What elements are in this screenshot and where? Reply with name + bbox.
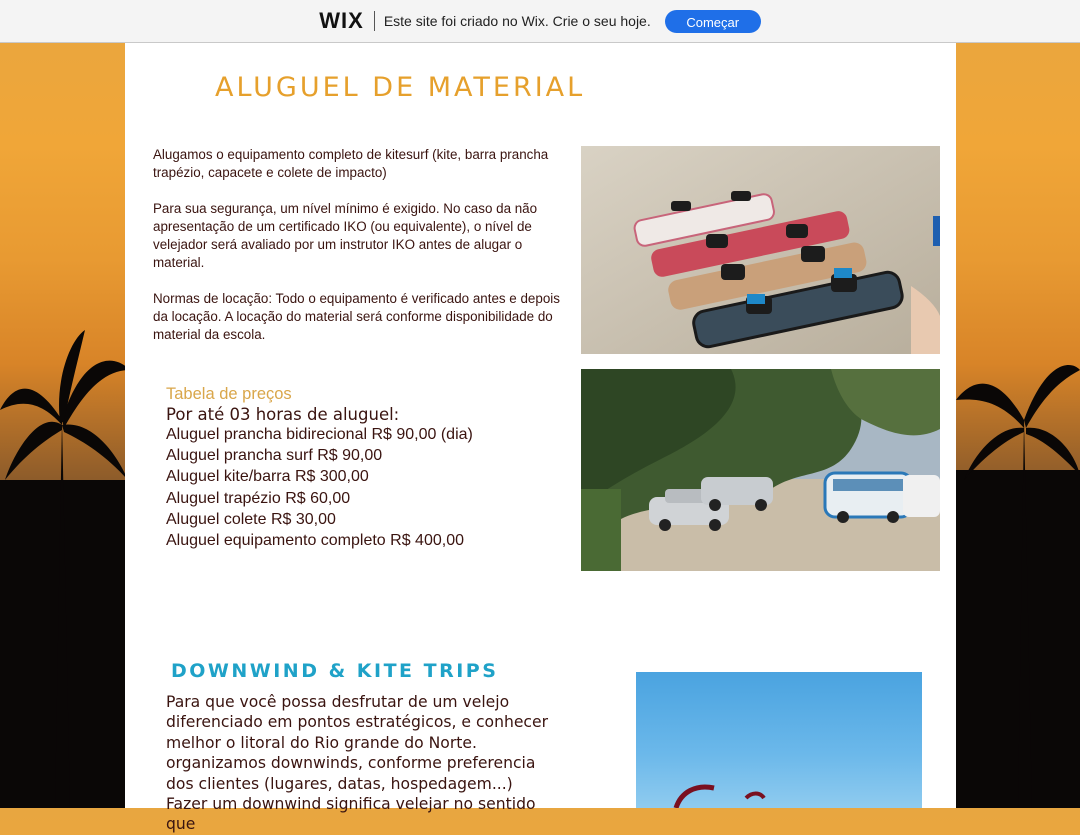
background-palm-right xyxy=(956,340,1080,808)
price-item: Aluguel prancha bidirecional R$ 90,00 (dia) xyxy=(166,426,473,443)
price-table xyxy=(166,385,566,551)
price-table-subheading: Por até 03 horas de aluguel: xyxy=(166,405,400,424)
wix-logo[interactable]: WIX xyxy=(319,8,364,33)
intro-paragraph: Para sua segurança, um nível mínimo é exigido. No caso da não apresentação de um certificado IKO (ou equivalente), o nível de velejador será avaliado por um instrutor IKO antes de alugar o material. xyxy=(153,201,538,270)
banner-message: Este site foi criado no Wix. Crie o seu hoje. xyxy=(383,13,651,29)
price-item: Aluguel colete R$ 30,00 xyxy=(166,510,336,528)
intro-paragraph: Alugamos o equipamento completo de kitesurf (kite, barra prancha trapézio, capacete e colete de impacto) xyxy=(153,147,549,180)
content-page xyxy=(125,42,956,834)
start-button[interactable]: Começar xyxy=(665,10,761,33)
rental-title: ALUGUEL DE MATERIAL xyxy=(215,72,586,104)
price-list xyxy=(166,424,566,551)
price-table-heading: Tabela de preços xyxy=(166,385,292,403)
kiteboards-photo xyxy=(581,146,940,354)
kite-sky-photo xyxy=(636,672,922,808)
rental-intro xyxy=(153,146,565,362)
trips-description: Para que você possa desfrutar de um velejo diferenciado em pontos estratégicos, e conhecer melhor o litoral do Rio grande do Norte. organizamos downwinds, conforme preferencia dos clientes (lugares, datas, hospedagem...) Fazer um downwind significa velejar no sentido que xyxy=(166,693,549,834)
intro-paragraph: Normas de locação: Todo o equipamento é verificado antes e depois da locação. A locação do material será conforme disponibilidade do material da escola. xyxy=(153,291,560,342)
price-item: Aluguel kite/barra R$ 300,00 xyxy=(166,468,369,486)
parking-photo xyxy=(581,369,940,571)
price-item: Aluguel prancha surf R$ 90,00 xyxy=(166,447,383,465)
background-palm-left xyxy=(0,330,130,808)
price-item: Aluguel equipamento completo R$ 400,00 xyxy=(166,532,464,550)
price-item: Aluguel trapézio R$ 60,00 xyxy=(166,489,351,507)
trips-title: DOWNWIND & KITE TRIPS xyxy=(171,659,499,682)
wix-promo-banner xyxy=(0,0,1080,43)
banner-divider xyxy=(374,11,375,31)
